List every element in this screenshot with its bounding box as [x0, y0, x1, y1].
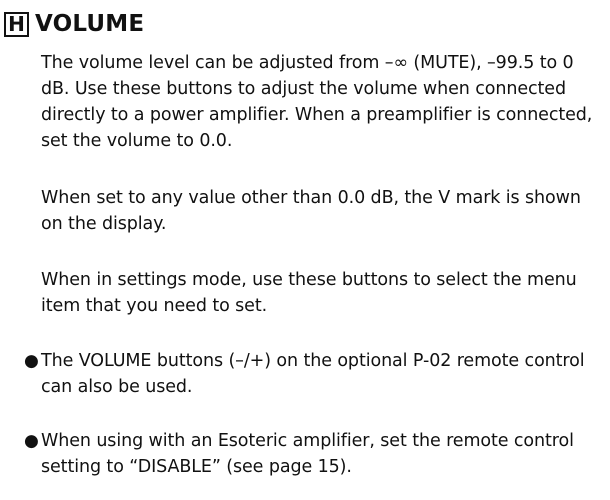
v-mark-paragraph: When set to any value other than 0.0 dB, the V mark is shown on the display.	[41, 188, 581, 234]
settings-mode-paragraph: When in settings mode, use these buttons to select the menu item that you need to set.	[41, 270, 577, 316]
bullet-item-esoteric-amplifier	[24, 428, 604, 480]
section-heading	[4, 9, 144, 39]
section-title: VOLUME	[35, 11, 145, 37]
volume-range-paragraph: The volume level can be adjusted from –∞ (MUTE), –99.5 to 0 dB. Use these buttons to adjust the volume when connected directly to a power amplifier. When a preamplifier is connected, set the volume to 0.0.	[41, 53, 593, 151]
bullet-item-remote-control	[24, 348, 604, 400]
bullet-dot-icon: ●	[24, 431, 39, 451]
section-key-label: H	[4, 12, 29, 37]
bullet-text: The VOLUME buttons (–/+) on the optional P-02 remote control can also be used.	[41, 351, 585, 397]
bullet-text: When using with an Esoteric amplifier, set the remote control setting to “DISABLE” (see page 15).	[41, 431, 574, 477]
bullet-dot-icon: ●	[24, 351, 39, 371]
